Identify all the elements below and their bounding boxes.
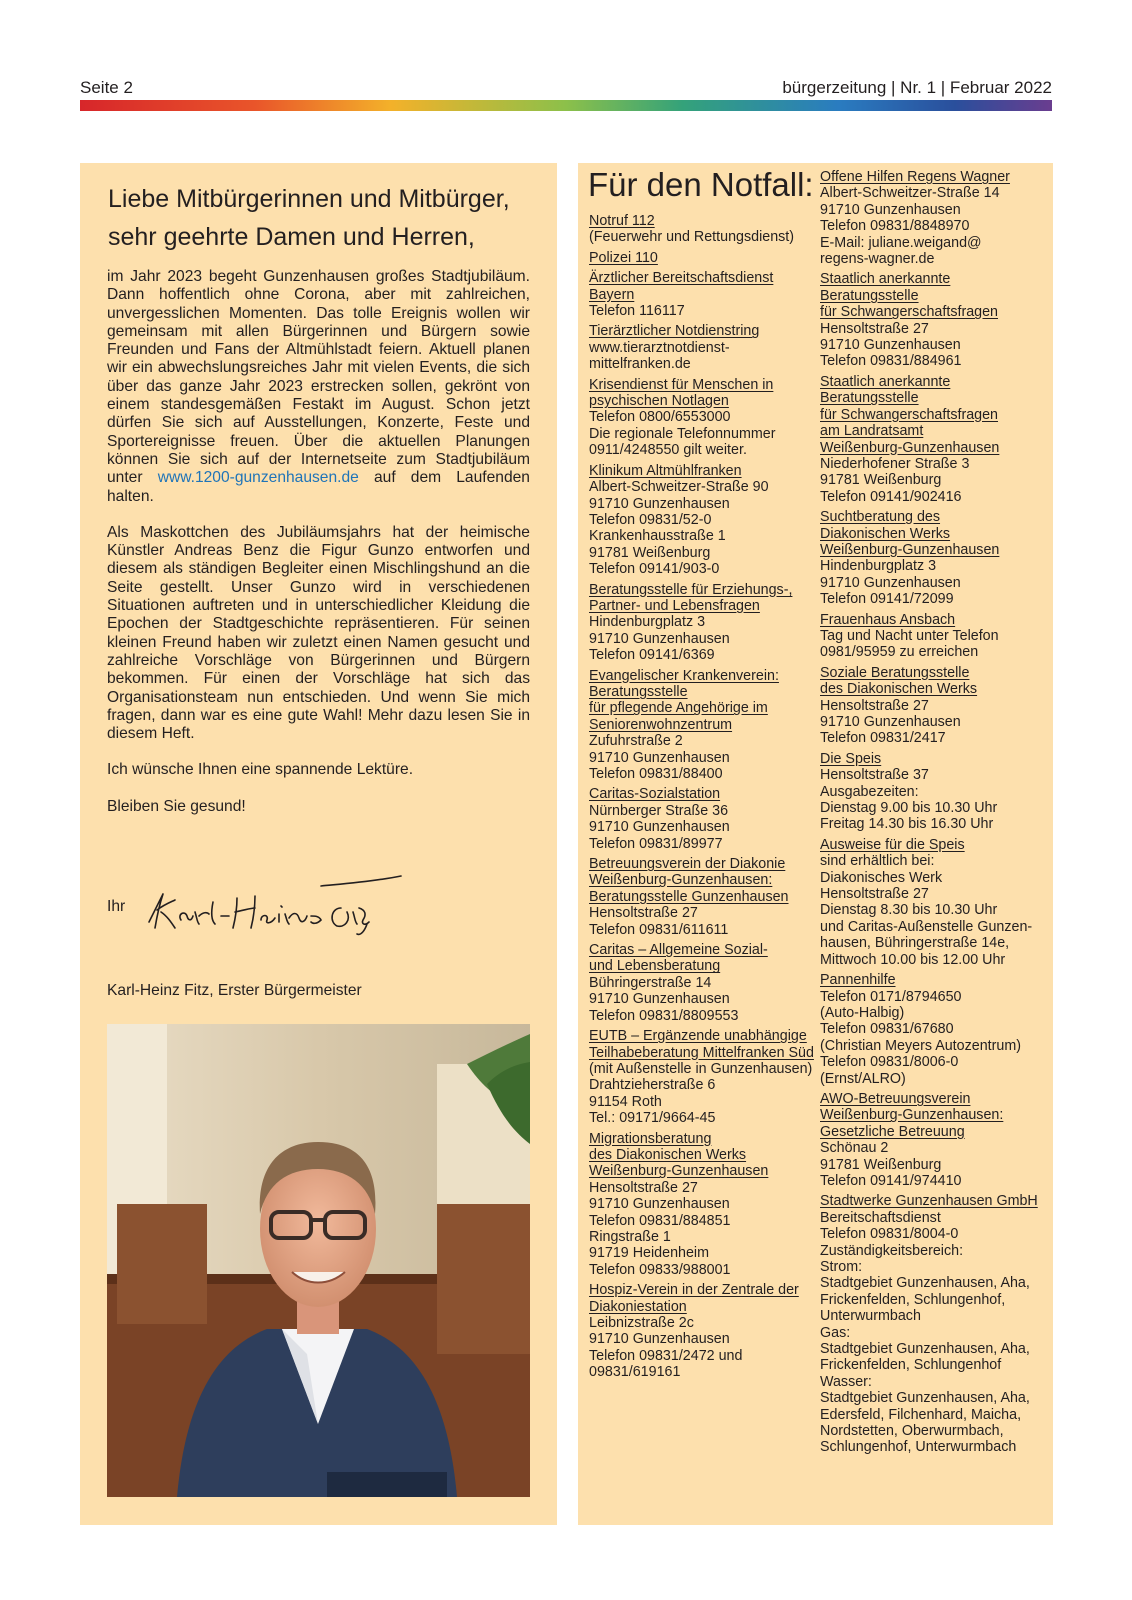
contact-heading: Tierärztlicher Notdienstring bbox=[589, 323, 760, 340]
contact-entry bbox=[589, 1131, 817, 1279]
page-number: Seite 2 bbox=[80, 78, 133, 97]
contact-detail: 91710 Gunzenhausen bbox=[589, 630, 730, 647]
contact-heading: EUTB – Ergänzende unabhängige bbox=[589, 1028, 807, 1045]
contact-detail: Krankenhausstraße 1 bbox=[589, 528, 726, 545]
contact-detail: Gas: bbox=[820, 1324, 851, 1341]
contact-heading: für Schwangerschaftsfragen bbox=[820, 406, 999, 423]
contact-detail: Telefon 09141/72099 bbox=[820, 591, 954, 608]
contact-detail: Telefon 09831/8006-0 bbox=[820, 1054, 959, 1071]
contact-entry bbox=[589, 250, 817, 266]
contact-detail: Niederhofener Straße 3 bbox=[820, 455, 970, 472]
contact-detail: Stadtgebiet Gunzenhausen, Aha, bbox=[820, 1390, 1030, 1407]
contact-detail: Frickenfelden, Schlungenhof, bbox=[820, 1291, 1006, 1308]
page-header bbox=[80, 78, 1052, 98]
contact-entry bbox=[820, 374, 1052, 505]
contact-entry bbox=[820, 751, 1052, 833]
contact-detail: Telefon 09141/6369 bbox=[589, 647, 715, 664]
contact-entry bbox=[589, 668, 817, 783]
contact-heading: Klinikum Altmühlfranken bbox=[589, 462, 742, 479]
contact-heading: Soziale Beratungsstelle bbox=[820, 664, 970, 681]
contact-heading: Staatlich anerkannte Beratungsstelle bbox=[820, 373, 951, 407]
contact-detail: Dienstag 9.00 bis 10.30 Uhr bbox=[820, 800, 998, 817]
contact-entry bbox=[589, 942, 817, 1024]
signature-row bbox=[107, 894, 427, 954]
contact-detail: Telefon 0800/6553000 bbox=[589, 409, 731, 426]
contact-heading: Ärztlicher Bereitschaftsdienst bbox=[589, 270, 774, 287]
contact-detail: Telefon 09141/974410 bbox=[820, 1172, 962, 1189]
contact-detail: Tel.: 09171/9664-45 bbox=[589, 1110, 716, 1127]
contact-detail: (Feuerwehr und Rettungsdienst) bbox=[589, 229, 795, 246]
contact-heading: für pflegende Angehörige im bbox=[589, 700, 768, 717]
contact-heading: Stadtwerke Gunzenhausen GmbH bbox=[820, 1193, 1038, 1210]
contact-heading: Beratungsstelle bbox=[589, 683, 688, 700]
contact-detail: Telefon 09831/884961 bbox=[820, 353, 962, 370]
contact-detail: Telefon 116117 bbox=[589, 303, 685, 320]
contact-heading: Hospiz-Verein in der Zentrale der bbox=[589, 1282, 799, 1299]
contact-detail: 91710 Gunzenhausen bbox=[820, 574, 961, 591]
contact-heading: Notruf 112 bbox=[589, 213, 655, 229]
contact-detail: 09831/619161 bbox=[589, 1364, 681, 1381]
contact-detail: Bereitschaftsdienst bbox=[820, 1209, 941, 1226]
contact-detail: Hindenburgplatz 3 bbox=[820, 558, 937, 575]
contact-detail: Telefon 09831/52-0 bbox=[589, 511, 712, 528]
contact-detail: 91719 Heidenheim bbox=[589, 1245, 710, 1262]
contact-detail: Freitag 14.30 bis 16.30 Uhr bbox=[820, 816, 994, 833]
letter-paragraph: Bleiben Sie gesund! bbox=[107, 797, 246, 815]
contact-detail: Telefon 09831/884851 bbox=[589, 1212, 731, 1229]
contact-detail: 91710 Gunzenhausen bbox=[589, 1331, 730, 1348]
contact-detail: E-Mail: juliane.weigand@ bbox=[820, 234, 982, 251]
emergency-column-left bbox=[589, 213, 817, 1385]
contact-entry bbox=[820, 972, 1052, 1087]
contact-detail: 91710 Gunzenhausen bbox=[820, 337, 961, 354]
contact-detail: Telefon 09831/88400 bbox=[589, 766, 723, 782]
mayor-photo bbox=[107, 1024, 530, 1497]
contact-detail: 91710 Gunzenhausen bbox=[820, 714, 961, 730]
contact-detail: Wasser: bbox=[820, 1373, 872, 1390]
rainbow-bar bbox=[80, 100, 1052, 111]
contact-heading: Pannenhilfe bbox=[820, 972, 896, 989]
signature-prefix: Ihr bbox=[107, 898, 126, 915]
contact-detail: Hensoltstraße 27 bbox=[589, 1179, 698, 1196]
contact-detail: Telefon 09831/8848970 bbox=[820, 218, 970, 235]
contact-detail: 0981/95959 zu erreichen bbox=[820, 644, 979, 661]
contact-heading: Weißenburg-Gunzenhausen: bbox=[820, 1107, 1004, 1124]
contact-detail: 91710 Gunzenhausen bbox=[820, 201, 961, 218]
contact-entry bbox=[820, 271, 1052, 369]
contact-heading: und Lebensberatung bbox=[589, 958, 721, 975]
contact-entry bbox=[820, 509, 1052, 607]
contact-detail: Zuständigkeitsbereich: bbox=[820, 1242, 964, 1259]
contact-detail: Telefon 09831/67680 bbox=[820, 1021, 954, 1038]
contact-heading: Migrationsberatung bbox=[589, 1130, 712, 1147]
contact-heading: für Schwangerschaftsfragen bbox=[820, 304, 999, 321]
contact-detail: Albert-Schweitzer-Straße 90 bbox=[589, 479, 769, 496]
contact-detail: 91781 Weißenburg bbox=[820, 1156, 942, 1173]
contact-heading: psychischen Notlagen bbox=[589, 393, 729, 410]
contact-detail: Edersfeld, Filchenhard, Maicha, bbox=[820, 1406, 1022, 1423]
contact-heading: Diakoniestation bbox=[589, 1298, 687, 1315]
emergency-title: Für den Notfall: bbox=[588, 166, 814, 203]
contact-heading: des Diakonischen Werks bbox=[820, 681, 978, 698]
contact-entry bbox=[820, 1193, 1052, 1456]
contact-detail: 91710 Gunzenhausen bbox=[589, 819, 730, 836]
contact-detail: 0911/4248550 gilt weiter. bbox=[589, 442, 747, 459]
signed-by: Karl-Heinz Fitz, Erster Bürgermeister bbox=[107, 982, 362, 999]
contact-detail: Unterwurmbach bbox=[820, 1308, 921, 1325]
contact-detail: hausen, Bühringerstraße 14e, bbox=[820, 935, 1010, 952]
contact-detail: Hensoltstraße 27 bbox=[820, 320, 929, 337]
letter-paragraph: Als Maskottchen des Jubiläumsjahrs hat der heimische Künstler Andreas Benz die Figur Gunzo entworfen und diesem als ständigen Begleiter einen Mischlingshund an die Seite gestellt. Unser Gunzo wird in verschiedenen Situationen auftreten und in unterschiedlicher Kleidung die Epochen der Stadtgeschichte repräsentieren. Für seinen kleinen Freund haben wir zuletzt einen Namen gesucht und zahlreiche Vorschläge von Bürgerinnen und Bürgern bekommen. Für einen der Vorschläge hat sich das Organisationsteam nun entschieden. Und wenn Sie mich fragen, dann war es eine gute Wahl! Mehr dazu lesen Sie in diesem Heft. bbox=[107, 523, 530, 743]
contact-entry bbox=[589, 582, 817, 664]
contact-detail: www.tierarztnotdienst-mittelfranken.de bbox=[589, 339, 730, 373]
contact-heading: Seniorenwohnzentrum bbox=[589, 716, 733, 733]
emergency-column-right bbox=[820, 169, 1052, 1460]
contact-entry bbox=[820, 837, 1052, 968]
contact-detail: 91710 Gunzenhausen bbox=[589, 749, 730, 766]
contact-detail: Leibnizstraße 2c bbox=[589, 1315, 694, 1331]
contact-detail: Nürnberger Straße 36 bbox=[589, 802, 729, 819]
contact-entry bbox=[589, 786, 817, 852]
contact-entry bbox=[589, 323, 817, 372]
contact-detail: Zufuhrstraße 2 bbox=[589, 733, 683, 750]
contact-detail: Telefon 09831/2472 und bbox=[589, 1347, 743, 1364]
contact-detail: Dienstag 8.30 bis 10.30 Uhr bbox=[820, 902, 998, 919]
letter-paragraph: im Jahr 2023 begeht Gunzenhausen großes Stadtjubiläum. Dann hoffentlich ohne Corona, aber mit zahlreichen, unvergesslichen Momenten. Das tolle Ereignis wollen wir gemeinsam mit allen Bürgerinnen und Bürgern sowie Freunden und Fans der Altmühlstadt feiern. Aktuell planen wir ein abwechslungsreiches Jahr mit vielen Events, die sich über das ganze Jahr 2023 erstrecken sollen, gekrönt von einem standesgemäßen Festakt im August. Schon jetzt dürfen Sie sich auf Ausstellungen, Konzerte, Feste und Sportereignisse freuen. Über die aktuellen Planungen können Sie sich auf der Internetseite zum Stadtjubiläum unter www.1200-gunzenhausen.de auf dem Laufenden halten. bbox=[107, 268, 530, 505]
contact-heading: Weißenburg-Gunzenhausen bbox=[820, 541, 1000, 558]
contact-detail: (Ernst/ALRO) bbox=[820, 1070, 906, 1087]
contact-entry bbox=[589, 213, 817, 246]
contact-detail: 91710 Gunzenhausen bbox=[589, 495, 730, 512]
contact-detail: Hensoltstraße 27 bbox=[820, 886, 929, 903]
contact-heading: Krisendienst für Menschen in bbox=[589, 376, 774, 393]
contact-entry bbox=[589, 377, 817, 459]
contact-heading: Weißenburg-Gunzenhausen: bbox=[589, 872, 773, 889]
contact-detail: Hensoltstraße 27 bbox=[589, 905, 698, 922]
contact-heading: Betreuungsverein der Diakonie bbox=[589, 856, 786, 873]
contact-detail: (mit Außenstelle in Gunzenhausen) bbox=[589, 1060, 813, 1077]
contact-detail: und Caritas-Außenstelle Gunzen- bbox=[820, 918, 1033, 935]
contact-heading: Teilhabeberatung Mittelfranken Süd bbox=[589, 1044, 814, 1061]
contact-heading: Suchtberatung des bbox=[820, 509, 941, 526]
contact-heading: Bayern bbox=[589, 286, 635, 303]
contact-detail: Telefon 09831/8004-0 bbox=[820, 1226, 959, 1243]
signature-image bbox=[141, 872, 411, 942]
contact-heading: Beratungsstelle für Erziehungs-, bbox=[589, 581, 793, 598]
contact-heading: Beratungsstelle Gunzenhausen bbox=[589, 888, 789, 905]
contact-detail: (Auto-Halbig) bbox=[820, 1004, 905, 1021]
contact-heading: Caritas-Sozialstation bbox=[589, 786, 721, 803]
contact-heading: Offene Hilfen Regens Wagner bbox=[820, 169, 1010, 185]
jubilee-link[interactable]: www.1200-gunzenhausen.de bbox=[157, 469, 359, 487]
contact-heading: Ausweise für die Speis bbox=[820, 836, 965, 853]
contact-heading: des Diakonischen Werks bbox=[589, 1146, 747, 1163]
contact-heading: Weißenburg-Gunzenhausen bbox=[820, 439, 1000, 456]
contact-detail: sind erhältlich bei: bbox=[820, 853, 935, 870]
contact-detail: Schönau 2 bbox=[820, 1140, 889, 1157]
contact-heading: Evangelischer Krankenverein: bbox=[589, 667, 779, 684]
contact-detail: Ringstraße 1 bbox=[589, 1228, 671, 1245]
contact-detail: Telefon 09833/988001 bbox=[589, 1261, 731, 1278]
contact-entry bbox=[820, 1091, 1052, 1189]
contact-detail: Die regionale Telefonnummer bbox=[589, 425, 776, 442]
contact-heading: Frauenhaus Ansbach bbox=[820, 611, 956, 628]
contact-heading: Weißenburg-Gunzenhausen bbox=[589, 1163, 769, 1180]
contact-heading: Polizei 110 bbox=[589, 249, 658, 266]
contact-detail: regens-wagner.de bbox=[820, 251, 935, 268]
contact-detail: Tag und Nacht unter Telefon bbox=[820, 627, 999, 644]
contact-entry bbox=[589, 463, 817, 578]
issue-info: bürgerzeitung | Nr. 1 | Februar 2022 bbox=[782, 78, 1052, 97]
letter-greeting: Liebe Mitbürgerinnen und Mitbürger, sehr geehrte Damen und Herren, bbox=[108, 185, 510, 251]
contact-heading: AWO-Betreuungsverein bbox=[820, 1090, 971, 1107]
contact-detail: Hensoltstraße 27 bbox=[820, 697, 929, 714]
contact-detail: 91781 Weißenburg bbox=[589, 544, 711, 561]
contact-detail: Frickenfelden, Schlungenhof bbox=[820, 1357, 1002, 1374]
contact-heading: Diakonischen Werks bbox=[820, 525, 951, 542]
contact-heading: Die Speis bbox=[820, 750, 882, 767]
contact-entry bbox=[820, 612, 1052, 661]
contact-heading: Gesetzliche Betreuung bbox=[820, 1123, 965, 1140]
contact-heading: Caritas – Allgemeine Sozial- bbox=[589, 942, 768, 959]
contact-detail: Telefon 09831/8809553 bbox=[589, 1007, 739, 1024]
contact-detail: 91154 Roth bbox=[589, 1093, 662, 1110]
letter-paragraph: Ich wünsche Ihnen eine spannende Lektüre. bbox=[107, 761, 414, 779]
contact-detail: (Christian Meyers Autozentrum) bbox=[820, 1037, 1022, 1054]
contact-detail: Telefon 09141/903-0 bbox=[589, 561, 720, 578]
contact-heading: Staatlich anerkannte bbox=[820, 271, 951, 288]
contact-detail: 91781 Weißenburg bbox=[820, 472, 942, 489]
contact-entry bbox=[589, 1282, 817, 1380]
contact-detail: Telefon 09141/902416 bbox=[820, 488, 962, 505]
contact-detail: Diakonisches Werk bbox=[820, 869, 943, 886]
contact-heading: Partner- und Lebensfragen bbox=[589, 597, 760, 614]
contact-detail: Telefon 09831/2417 bbox=[820, 730, 946, 747]
contact-detail: Telefon 0171/8794650 bbox=[820, 988, 962, 1005]
letter-body bbox=[107, 268, 530, 834]
contact-detail: 91710 Gunzenhausen bbox=[589, 991, 730, 1008]
contact-entry bbox=[589, 1028, 817, 1126]
contact-detail: Strom: bbox=[820, 1259, 863, 1275]
contact-heading: Beratungsstelle bbox=[820, 287, 919, 304]
contact-detail: Schlungenhof, Unterwurmbach bbox=[820, 1439, 1017, 1456]
contact-detail: Drahtzieherstraße 6 bbox=[589, 1077, 716, 1094]
contact-detail: Hindenburgplatz 3 bbox=[589, 614, 706, 631]
contact-detail: Stadtgebiet Gunzenhausen, Aha, bbox=[820, 1341, 1030, 1358]
contact-detail: Mittwoch 10.00 bis 12.00 Uhr bbox=[820, 951, 1006, 968]
contact-detail: Albert-Schweitzer-Straße 14 bbox=[820, 185, 1000, 202]
contact-detail: Stadtgebiet Gunzenhausen, Aha, bbox=[820, 1275, 1030, 1292]
contact-detail: Nordstetten, Oberwurmbach, bbox=[820, 1423, 1004, 1440]
contact-detail: Telefon 09831/611611 bbox=[589, 921, 729, 938]
contact-detail: Telefon 09831/89977 bbox=[589, 835, 723, 852]
contact-detail: Ausgabezeiten: bbox=[820, 783, 919, 800]
contact-detail: 91710 Gunzenhausen bbox=[589, 1196, 730, 1213]
contact-entry bbox=[820, 665, 1052, 747]
contact-entry bbox=[589, 270, 817, 319]
contact-entry bbox=[820, 169, 1052, 267]
contact-entry bbox=[589, 856, 817, 938]
contact-detail: Bühringerstraße 14 bbox=[589, 974, 712, 991]
contact-detail: Hensoltstraße 37 bbox=[820, 767, 929, 784]
contact-heading: am Landratsamt bbox=[820, 423, 924, 440]
